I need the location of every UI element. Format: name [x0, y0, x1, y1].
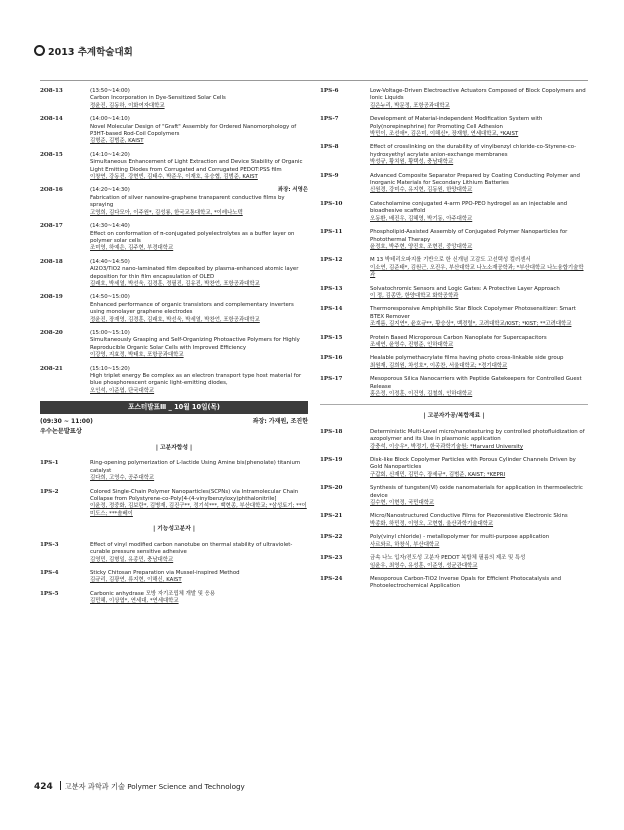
- entry-authors: 최원재, 김희원, 차성호*, 이종찬, 서울대학교; *경기대학교: [370, 362, 508, 369]
- entry-body: [370, 257, 588, 279]
- entry-title: Simultaneous Enhancement of Light Extraction and Device Stability of Organic Light Emitting Diodes from Corrugated and Corrugated PEDOT:PSS film: [90, 159, 303, 173]
- entry-authors: 강충석, 이승우*, 박정기, 한국과학기술원; *Harvard University: [370, 443, 524, 450]
- poster-list-functional-cont: [320, 88, 588, 398]
- right-column: [320, 80, 588, 597]
- entry-code: 1PS-6: [320, 88, 339, 94]
- entry-authors: 이 정, 김종만, 한양대학교 화학공학과: [370, 292, 459, 299]
- entry-title: Carbonic anhydrase 모방 자기조립체 개발 및 응용: [90, 590, 216, 597]
- entry-time: (14:30~14:40): [90, 223, 130, 230]
- program-entry: [320, 173, 588, 195]
- entry-title: Micro/Nanostructured Conductive Films for Piezoresistive Electronic Skins: [370, 513, 568, 520]
- entry-authors: 이소연, 김준태*, 김원근, 오진우, 부산대학교 나노소재공학과; *부산대학교 나노융합기술학과: [370, 264, 584, 279]
- entry-code: 1PS-3: [40, 541, 59, 548]
- program-entry: [40, 591, 308, 606]
- entry-body: [90, 366, 308, 396]
- entry-time: (15:10~15:20): [90, 365, 130, 372]
- entry-title: Mesoporous Silica Nanocarriers with Peptide Gatekeepers for Controlled Guest Release: [370, 376, 582, 390]
- entry-authors: 김다희, 고영수, 공주대학교: [90, 475, 155, 482]
- footer-divider: [60, 781, 61, 790]
- entry-time: (13:50~14:00): [90, 88, 130, 94]
- entry-code: 1PS-15: [320, 334, 343, 341]
- entry-time: (14:40~14:50): [90, 258, 130, 265]
- entry-title: Enhanced performance of organic transistors and complementary inverters using monolayer graphene electrodes: [90, 301, 294, 316]
- program-entry: [40, 542, 308, 564]
- entry-code: 2O8-17: [40, 223, 63, 230]
- program-entry: [320, 457, 588, 479]
- entry-authors: 정윤진, 김동하, 이화여자대학교: [90, 102, 165, 109]
- session-time: (09:30 ~ 11:00): [40, 418, 93, 426]
- entry-code: 2O8-18: [40, 258, 63, 265]
- entry-time-line: [90, 152, 308, 159]
- entry-code: 1PS-19: [320, 457, 343, 464]
- entry-code: 1PS-9: [320, 172, 339, 179]
- entry-code: 1PS-22: [320, 534, 343, 541]
- category-functional: | 기능성고분자 |: [153, 526, 195, 533]
- category-rule: [320, 404, 588, 405]
- header-title: 2013 추계학술대회: [48, 47, 133, 58]
- entry-authors: 박종화, 하민정, 이영오, 고현협, 울산과학기술대학교: [370, 520, 494, 527]
- entry-time: (14:10~14:20): [90, 151, 130, 158]
- entry-title: Development of Material-independent Modification System with Poly(norepinephrine) for Promoting Cell Adhesion: [370, 116, 543, 130]
- program-entry: [40, 366, 308, 396]
- session-bar: 포스터발표Ⅲ _ 10월 10일(목): [40, 401, 308, 414]
- entry-code: 1PS-12: [320, 257, 343, 264]
- entry-body: [90, 259, 308, 289]
- entry-time: (14:00~14:10): [90, 116, 130, 123]
- entry-authors: 조미영, 하예은, 김주현, 부경대학교: [90, 245, 174, 252]
- program-entry: [40, 223, 308, 253]
- entry-body: [90, 116, 308, 146]
- entry-title: Mesoporous Carbon-TiO2 Inverse Opals for Efficient Photocatalysis and Photoelectrochemical Application: [370, 575, 562, 590]
- entry-authors: 이강영, 지효정, 박태호, 포항공과대학교: [90, 352, 184, 359]
- entry-title: Synthesis of tungsten(Ⅵ) oxide nanomaterials for application in thermoelectric device: [370, 485, 583, 499]
- circle-icon: [34, 45, 45, 56]
- program-entry: [320, 376, 588, 398]
- entry-authors: 박성규, 황치원, 황택성, 충남대학교: [370, 159, 454, 166]
- program-entry: [40, 259, 308, 289]
- entry-title: Sticky Chitosan Preparation via Mussel-inspired Method: [90, 569, 240, 576]
- entry-code: 1PS-18: [320, 428, 343, 435]
- entry-authors: 김형준, 김범준, KAIST: [90, 138, 144, 145]
- entry-authors: 김영민, 김형일, 유종민, 충남대학교: [90, 556, 174, 563]
- entry-authors: 김래호, 박세열, 박선욱, 김경훈, 정필진, 김유진, 박찬언, 포항공과대학교: [90, 280, 260, 287]
- entry-body: [370, 306, 588, 328]
- program-entry: [40, 116, 308, 146]
- entry-time-line: [90, 259, 308, 266]
- oral-entry-list: [40, 88, 308, 395]
- page-footer: [34, 781, 245, 792]
- entry-body: [370, 173, 588, 195]
- entry-authors: 조계름, 김지연*, 윤호규**, 황승상*, 백경렬*, 고려대학교/KIST; *KIST; **고려대학교: [370, 321, 572, 328]
- entry-time-line: [90, 187, 308, 194]
- program-entry: [320, 513, 588, 528]
- entry-authors: 이창연, 강동진, 강현빈, 김태수, 박준우, 이재호, 유승협, 김범준, KAIST: [90, 174, 258, 181]
- entry-time: (15:00~15:10): [90, 329, 130, 336]
- entry-authors: 홍은정, 이정훈, 이건영, 김철희, 인하대학교: [370, 391, 473, 397]
- entry-body: [370, 355, 588, 370]
- entry-body: [90, 88, 308, 110]
- entry-authors: 임윤우, 최영수, 유성훈, 이준영, 성균관대학교: [370, 562, 478, 569]
- program-entry: [320, 555, 588, 570]
- entry-body: [90, 591, 308, 606]
- program-entry: [320, 229, 588, 251]
- entry-authors: 김은누리, 박문정, 포항공과대학교: [370, 102, 450, 109]
- entry-title: Effect on conformation of π-conjugated polyelectrolytes as a buffer layer on polymer solar cells: [90, 230, 295, 244]
- entry-code: 1PS-14: [320, 306, 343, 313]
- poster-list-synthesis: [40, 460, 308, 518]
- entry-body: [90, 187, 308, 217]
- entry-title: Carbon Incorporation in Dye-Sensitized Solar Cells: [90, 95, 226, 102]
- entry-code: 2O8-14: [40, 116, 63, 123]
- entry-code: 1PS-13: [320, 285, 343, 292]
- entry-title: Simultaneously Grasping and Self-Organizing Photoactive Polymers for Highly Reproducible Organic Solar Cells with Improved Efficiency: [90, 337, 300, 351]
- program-entry: [320, 335, 588, 350]
- entry-time: (14:50~15:00): [90, 294, 130, 301]
- program-entry: [320, 144, 588, 166]
- entry-time-line: [90, 223, 308, 230]
- entry-authors: 김민혜, 이상엽*, 연세대, *연세대학교: [90, 598, 179, 605]
- entry-title: Advanced Composite Separator Prepared by Coating Conducting Polymer and Inorganic Materials for Secondary Lithium Batteries: [370, 172, 580, 187]
- page-number: 424: [34, 782, 53, 792]
- program-entry: [320, 116, 588, 138]
- entry-body: [90, 570, 308, 585]
- entry-title: Low-Voltage-Driven Electroactive Actuators Composed of Block Copolymers and Ionic Liquids: [370, 88, 586, 102]
- entry-authors: 정윤진, 장재영, 김경훈, 김래호, 박선욱, 박세열, 박찬언, 포항공과대학교: [90, 316, 260, 323]
- entry-time-line: [90, 366, 308, 373]
- entry-code: 1PS-16: [320, 355, 343, 362]
- entry-title: Disk-like Block Copolymer Particles with Porous Cylinder Channels Driven by Gold Nanoparticles: [370, 457, 576, 471]
- left-column: [40, 80, 308, 612]
- poster-list-functional: [40, 542, 308, 606]
- entry-code: 1PS-7: [320, 116, 339, 123]
- program-entry: [320, 201, 588, 223]
- page-header: [34, 44, 133, 58]
- entry-title: Ring-opening polymerization of L-lactide Using Amine bis(phenolate) titanium catalyst: [90, 460, 301, 474]
- entry-time-line: [90, 116, 308, 123]
- entry-body: [370, 576, 588, 591]
- entry-body: [370, 457, 588, 479]
- entry-code: 1PS-4: [40, 569, 59, 576]
- entry-code: 2O8-21: [40, 365, 63, 372]
- journal-name: 고분자 과학과 기술 Polymer Science and Technology: [64, 782, 245, 791]
- entry-title: Al2O3/TiO2 nano-laminated film deposited by plasma-enhanced atomic layer deposition for thin film encapsulation of OLED: [90, 266, 299, 280]
- program-entry: [40, 330, 308, 360]
- entry-body: [90, 542, 308, 564]
- entry-authors: 오동환, 배진우, 김혜영, 박기동, 아주대학교: [370, 215, 473, 222]
- entry-code: 1PS-20: [320, 485, 343, 492]
- entry-body: [370, 429, 588, 451]
- entry-code: 1PS-21: [320, 513, 343, 520]
- entry-authors: 오인석, 이준엽, 단국대학교: [90, 387, 155, 394]
- entry-body: [90, 330, 308, 360]
- entry-code: 1PS-10: [320, 200, 343, 207]
- entry-body: [370, 116, 588, 138]
- program-entry: [40, 88, 308, 110]
- entry-title: Phospholipid-Assisted Assembly of Conjugated Polymer Nanoparticles for Photothermal Therapy: [370, 229, 568, 243]
- entry-code: 1PS-5: [40, 590, 59, 597]
- program-entry: [320, 429, 588, 451]
- entry-body: [370, 534, 588, 549]
- entry-title: Effect of vinyl modified carbon nanotube on thermal stability of ultraviolet-curable pressure sensitive adhesive: [90, 541, 293, 556]
- entry-title: Poly(vinyl chloride) - metallopolymer for multi-purpose application: [370, 534, 550, 541]
- entry-time: (14:20~14:30): [90, 187, 130, 194]
- entry-chair: 좌장: 서영은: [277, 187, 308, 194]
- entry-code: 2O8-13: [40, 88, 63, 94]
- entry-code: 1PS-2: [40, 488, 59, 495]
- poster-list-composite: [320, 429, 588, 591]
- session-time-row: [40, 418, 308, 425]
- entry-body: [370, 376, 588, 398]
- entry-title: High triplet energy Be complex as an electron transport type host material for blue phosphorescent organic light-emitting diodes,: [90, 373, 302, 387]
- entry-time-line: [90, 88, 308, 95]
- entry-title: Novel Molecular Design of "Graft" Assembly for Ordered Nanomorphology of P3HT-based Rod-Coil Copolymers: [90, 123, 297, 138]
- program-entry: [40, 152, 308, 182]
- section-title: 우수논문발표상: [40, 427, 82, 435]
- entry-body: [90, 294, 308, 324]
- program-entry: [320, 306, 588, 328]
- entry-body: [90, 460, 308, 482]
- entry-authors: 이윤정, 정중화, 김보란*, 김병재, 김진구**, 정기석***, 백현종, 부산대학교; *삼성토기; **이미도스; ***솔베이: [90, 503, 307, 517]
- program-entry: [40, 187, 308, 217]
- entry-body: [370, 201, 588, 223]
- entry-authors: 구갑회, 신재민, 김민수, 장세규*, 김범준, KAIST; *KEPRI: [370, 471, 506, 478]
- program-entry: [320, 576, 588, 591]
- entry-body: [370, 286, 588, 301]
- entry-title: M 13 박테리오파지를 기반으로 한 신개념 고감도 고선택성 컬러센서: [370, 257, 531, 264]
- entry-title: Protein Based Microporous Carbon Nanoplate for Supercapacitors: [370, 334, 547, 341]
- program-entry: [320, 485, 588, 507]
- entry-title: Catecholamine conjugated 4-arm PPO-PEO hydrogel as an injectable and bioadhesive scaffold: [370, 200, 568, 215]
- entry-title: Solvatochromic Sensors and Logic Gates: A Protective Layer Approach: [370, 285, 560, 292]
- program-entry: [320, 88, 588, 110]
- entry-body: [370, 485, 588, 507]
- entry-title: Thermoresponsive Amphiphilic Star Block Copolymer Photosensitizer: Smart BTEX Remover: [370, 306, 576, 320]
- entry-code: 1PS-23: [320, 555, 343, 562]
- entry-authors: 조세연, 윤영수, 진형준, 인하대학교: [370, 341, 454, 348]
- entry-code: 2O8-15: [40, 151, 63, 158]
- entry-body: [90, 152, 308, 182]
- entry-authors: 김수현, 이현정, 국민대학교: [370, 500, 435, 507]
- program-entry: [40, 489, 308, 519]
- entry-code: 2O8-16: [40, 187, 63, 194]
- entry-code: 2O8-20: [40, 329, 63, 336]
- category-synthesis: | 고분자합성 |: [155, 445, 193, 452]
- entry-authors: 신원경, 강미수, 유지현, 김동원, 한양대학교: [370, 187, 473, 194]
- entry-authors: 윤정호, 박주현, 양진호, 조현진, 중앙대학교: [370, 243, 473, 250]
- category-composite: | 고분자가공/복합재료 |: [423, 413, 485, 420]
- entry-body: [370, 513, 588, 528]
- entry-body: [370, 555, 588, 570]
- entry-code: 1PS-11: [320, 229, 343, 236]
- entry-title: 금속 나노 입자/전도성 고분자 PEDOT 복합체 필름의 제조 및 특성: [370, 555, 526, 562]
- entry-authors: 김규리, 김광연, 류지현, 이해신, KAIST: [90, 577, 182, 584]
- program-entry: [40, 294, 308, 324]
- entry-body: [370, 88, 588, 110]
- program-entry: [40, 570, 308, 585]
- entry-title: Effect of crosslinking on the durability of vinylbenzyl chloride-co-Styrene-co-hydroxyethyl acrylate anion-exchange membranes: [370, 144, 577, 158]
- entry-code: 1PS-17: [320, 376, 343, 383]
- entry-authors: 사르와르, 하창식, 부산대학교: [370, 541, 440, 548]
- entry-body: [370, 144, 588, 166]
- program-entry: [320, 355, 588, 370]
- entry-time-line: [90, 330, 308, 337]
- program-entry: [320, 286, 588, 301]
- entry-body: [370, 229, 588, 251]
- entry-title: Colored Single-Chain Polymer Nanoparticles(SCPNs) via Intramolecular Chain Collapse from Polystyrene-co-Poly[4-(4-vinylbenzyloxy)phthalonitrile]: [90, 488, 299, 503]
- entry-body: [370, 335, 588, 350]
- entry-title: Healable polymethacrylate films having photo cross-linkable side group: [370, 355, 564, 362]
- entry-code: 1PS-24: [320, 575, 343, 582]
- entry-body: [90, 489, 308, 519]
- program-entry: [320, 534, 588, 549]
- program-entry: [40, 460, 308, 482]
- program-entry: [320, 257, 588, 279]
- entry-code: 1PS-1: [40, 460, 59, 467]
- entry-authors: 고영희, 김다모아, 이주원*, 김성룡, 한국교통대학교, *이레나노텍: [90, 209, 243, 216]
- entry-code: 1PS-8: [320, 144, 339, 151]
- session-chair: 좌장: 가재원, 조진한: [252, 418, 308, 426]
- entry-title: Fabrication of silver nanowire-graphene transparent conductive films by spraying: [90, 194, 285, 209]
- entry-code: 2O8-19: [40, 294, 63, 301]
- entry-authors: 박민이, 조선애*, 김은미, 이해신*, 장재형, 연세대학교, *KAIST: [370, 131, 519, 138]
- entry-title: Deterministic Multi-Level micro/nanotexturing by controlled photofluidization of azopolymer and its Use in plasmonic application: [370, 428, 585, 443]
- entry-body: [90, 223, 308, 253]
- entry-time-line: [90, 294, 308, 301]
